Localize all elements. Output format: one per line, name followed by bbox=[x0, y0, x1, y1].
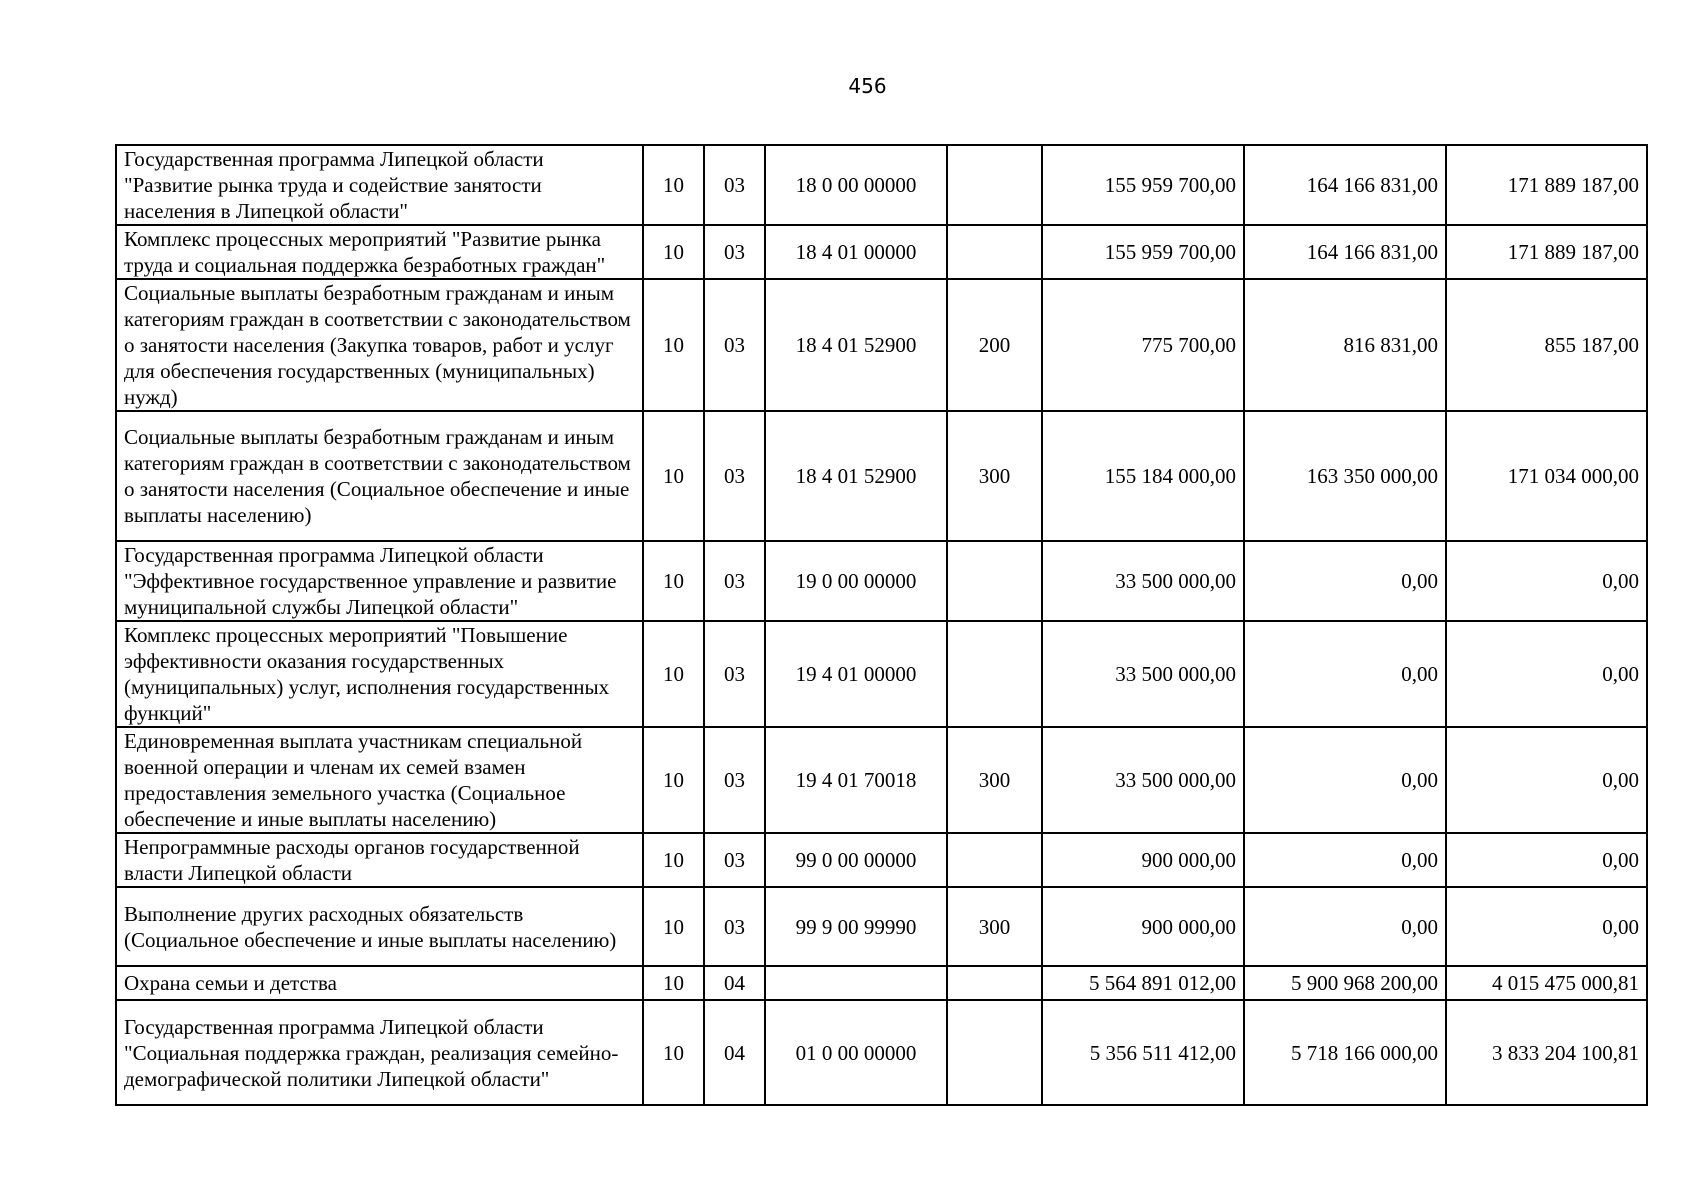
row-section: 10 bbox=[643, 887, 704, 966]
table-row bbox=[116, 279, 1647, 411]
table-row bbox=[116, 225, 1647, 279]
table-row bbox=[116, 621, 1647, 727]
row-name: Государственная программа Липецкой области "Эффективное государственное управление и развитие муниципальной службы Липецкой области" bbox=[116, 541, 643, 621]
row-section: 10 bbox=[643, 145, 704, 225]
row-subsection: 03 bbox=[704, 833, 765, 887]
row-amount-year3: 0,00 bbox=[1446, 541, 1647, 621]
row-amount-year2: 164 166 831,00 bbox=[1244, 145, 1446, 225]
row-target-code: 18 0 00 00000 bbox=[765, 145, 947, 225]
page-number: 456 bbox=[848, 74, 887, 98]
row-amount-year1: 900 000,00 bbox=[1042, 887, 1244, 966]
row-expense-type: 300 bbox=[947, 411, 1042, 541]
row-amount-year3: 0,00 bbox=[1446, 887, 1647, 966]
row-name: Социальные выплаты безработным гражданам и иным категориям граждан в соответствии с законодательством о занятости населения (Социальное обеспечение и иные выплаты населению) bbox=[116, 411, 643, 541]
row-amount-year3: 171 889 187,00 bbox=[1446, 145, 1647, 225]
row-subsection: 04 bbox=[704, 1000, 765, 1105]
row-section: 10 bbox=[643, 833, 704, 887]
row-section: 10 bbox=[643, 727, 704, 833]
row-target-code: 19 0 00 00000 bbox=[765, 541, 947, 621]
row-name: Охрана семьи и детства bbox=[116, 966, 643, 1000]
row-amount-year2: 0,00 bbox=[1244, 833, 1446, 887]
row-expense-type: 300 bbox=[947, 727, 1042, 833]
row-amount-year1: 33 500 000,00 bbox=[1042, 727, 1244, 833]
row-amount-year3: 3 833 204 100,81 bbox=[1446, 1000, 1647, 1105]
row-amount-year2: 0,00 bbox=[1244, 541, 1446, 621]
row-target-code: 99 0 00 00000 bbox=[765, 833, 947, 887]
row-target-code: 18 4 01 52900 bbox=[765, 411, 947, 541]
row-amount-year1: 33 500 000,00 bbox=[1042, 541, 1244, 621]
row-amount-year1: 33 500 000,00 bbox=[1042, 621, 1244, 727]
row-expense-type bbox=[947, 621, 1042, 727]
row-section: 10 bbox=[643, 225, 704, 279]
row-subsection: 03 bbox=[704, 279, 765, 411]
row-amount-year3: 855 187,00 bbox=[1446, 279, 1647, 411]
table-row bbox=[116, 727, 1647, 833]
row-subsection: 03 bbox=[704, 621, 765, 727]
row-amount-year3: 4 015 475 000,81 bbox=[1446, 966, 1647, 1000]
table-row bbox=[116, 966, 1647, 1000]
row-subsection: 03 bbox=[704, 411, 765, 541]
row-target-code: 18 4 01 52900 bbox=[765, 279, 947, 411]
row-amount-year3: 171 034 000,00 bbox=[1446, 411, 1647, 541]
row-name: Выполнение других расходных обязательств (Социальное обеспечение и иные выплаты населению) bbox=[116, 887, 643, 966]
row-section: 10 bbox=[643, 541, 704, 621]
row-expense-type bbox=[947, 833, 1042, 887]
row-amount-year1: 900 000,00 bbox=[1042, 833, 1244, 887]
row-amount-year1: 155 959 700,00 bbox=[1042, 225, 1244, 279]
row-amount-year2: 5 718 166 000,00 bbox=[1244, 1000, 1446, 1105]
row-section: 10 bbox=[643, 1000, 704, 1105]
row-section: 10 bbox=[643, 279, 704, 411]
row-expense-type bbox=[947, 966, 1042, 1000]
row-target-code: 19 4 01 70018 bbox=[765, 727, 947, 833]
row-amount-year2: 5 900 968 200,00 bbox=[1244, 966, 1446, 1000]
row-amount-year1: 5 564 891 012,00 bbox=[1042, 966, 1244, 1000]
row-expense-type bbox=[947, 225, 1042, 279]
row-amount-year1: 775 700,00 bbox=[1042, 279, 1244, 411]
table-row bbox=[116, 1000, 1647, 1105]
row-expense-type bbox=[947, 541, 1042, 621]
row-amount-year3: 0,00 bbox=[1446, 621, 1647, 727]
row-expense-type bbox=[947, 1000, 1042, 1105]
row-target-code: 19 4 01 00000 bbox=[765, 621, 947, 727]
row-amount-year2: 163 350 000,00 bbox=[1244, 411, 1446, 541]
row-amount-year1: 155 959 700,00 bbox=[1042, 145, 1244, 225]
row-amount-year3: 171 889 187,00 bbox=[1446, 225, 1647, 279]
row-amount-year3: 0,00 bbox=[1446, 727, 1647, 833]
row-target-code bbox=[765, 966, 947, 1000]
row-name: Непрограммные расходы органов государственной власти Липецкой области bbox=[116, 833, 643, 887]
row-amount-year2: 164 166 831,00 bbox=[1244, 225, 1446, 279]
row-subsection: 03 bbox=[704, 541, 765, 621]
row-amount-year1: 155 184 000,00 bbox=[1042, 411, 1244, 541]
row-amount-year2: 0,00 bbox=[1244, 727, 1446, 833]
row-name: Государственная программа Липецкой области "Социальная поддержка граждан, реализация семейно-демографической политики Липецкой области" bbox=[116, 1000, 643, 1105]
row-target-code: 01 0 00 00000 bbox=[765, 1000, 947, 1105]
row-amount-year2: 0,00 bbox=[1244, 621, 1446, 727]
row-amount-year2: 816 831,00 bbox=[1244, 279, 1446, 411]
table-row bbox=[116, 887, 1647, 966]
row-amount-year2: 0,00 bbox=[1244, 887, 1446, 966]
table-row bbox=[116, 833, 1647, 887]
row-name: Государственная программа Липецкой области "Развитие рынка труда и содействие занятости населения в Липецкой области" bbox=[116, 145, 643, 225]
row-expense-type: 200 bbox=[947, 279, 1042, 411]
row-target-code: 18 4 01 00000 bbox=[765, 225, 947, 279]
row-subsection: 03 bbox=[704, 727, 765, 833]
row-name: Комплекс процессных мероприятий "Развитие рынка труда и социальная поддержка безработных граждан" bbox=[116, 225, 643, 279]
row-name: Социальные выплаты безработным гражданам и иным категориям граждан в соответствии с законодательством о занятости населения (Закупка товаров, работ и услуг для обеспечения государственных (муниципальных) нужд) bbox=[116, 279, 643, 411]
row-section: 10 bbox=[643, 411, 704, 541]
row-name: Единовременная выплата участникам специальной военной операции и членам их семей взамен предоставления земельного участка (Социальное обеспечение и иные выплаты населению) bbox=[116, 727, 643, 833]
row-name: Комплекс процессных мероприятий "Повышение эффективности оказания государственных (муниципальных) услуг, исполнения государственных функций" bbox=[116, 621, 643, 727]
row-expense-type: 300 bbox=[947, 887, 1042, 966]
row-expense-type bbox=[947, 145, 1042, 225]
row-amount-year1: 5 356 511 412,00 bbox=[1042, 1000, 1244, 1105]
row-subsection: 03 bbox=[704, 145, 765, 225]
row-subsection: 03 bbox=[704, 225, 765, 279]
table-row bbox=[116, 145, 1647, 225]
row-amount-year3: 0,00 bbox=[1446, 833, 1647, 887]
table-row bbox=[116, 541, 1647, 621]
table-row bbox=[116, 411, 1647, 541]
budget-table bbox=[115, 144, 1648, 1106]
row-target-code: 99 9 00 99990 bbox=[765, 887, 947, 966]
row-subsection: 03 bbox=[704, 887, 765, 966]
row-section: 10 bbox=[643, 621, 704, 727]
row-subsection: 04 bbox=[704, 966, 765, 1000]
row-section: 10 bbox=[643, 966, 704, 1000]
